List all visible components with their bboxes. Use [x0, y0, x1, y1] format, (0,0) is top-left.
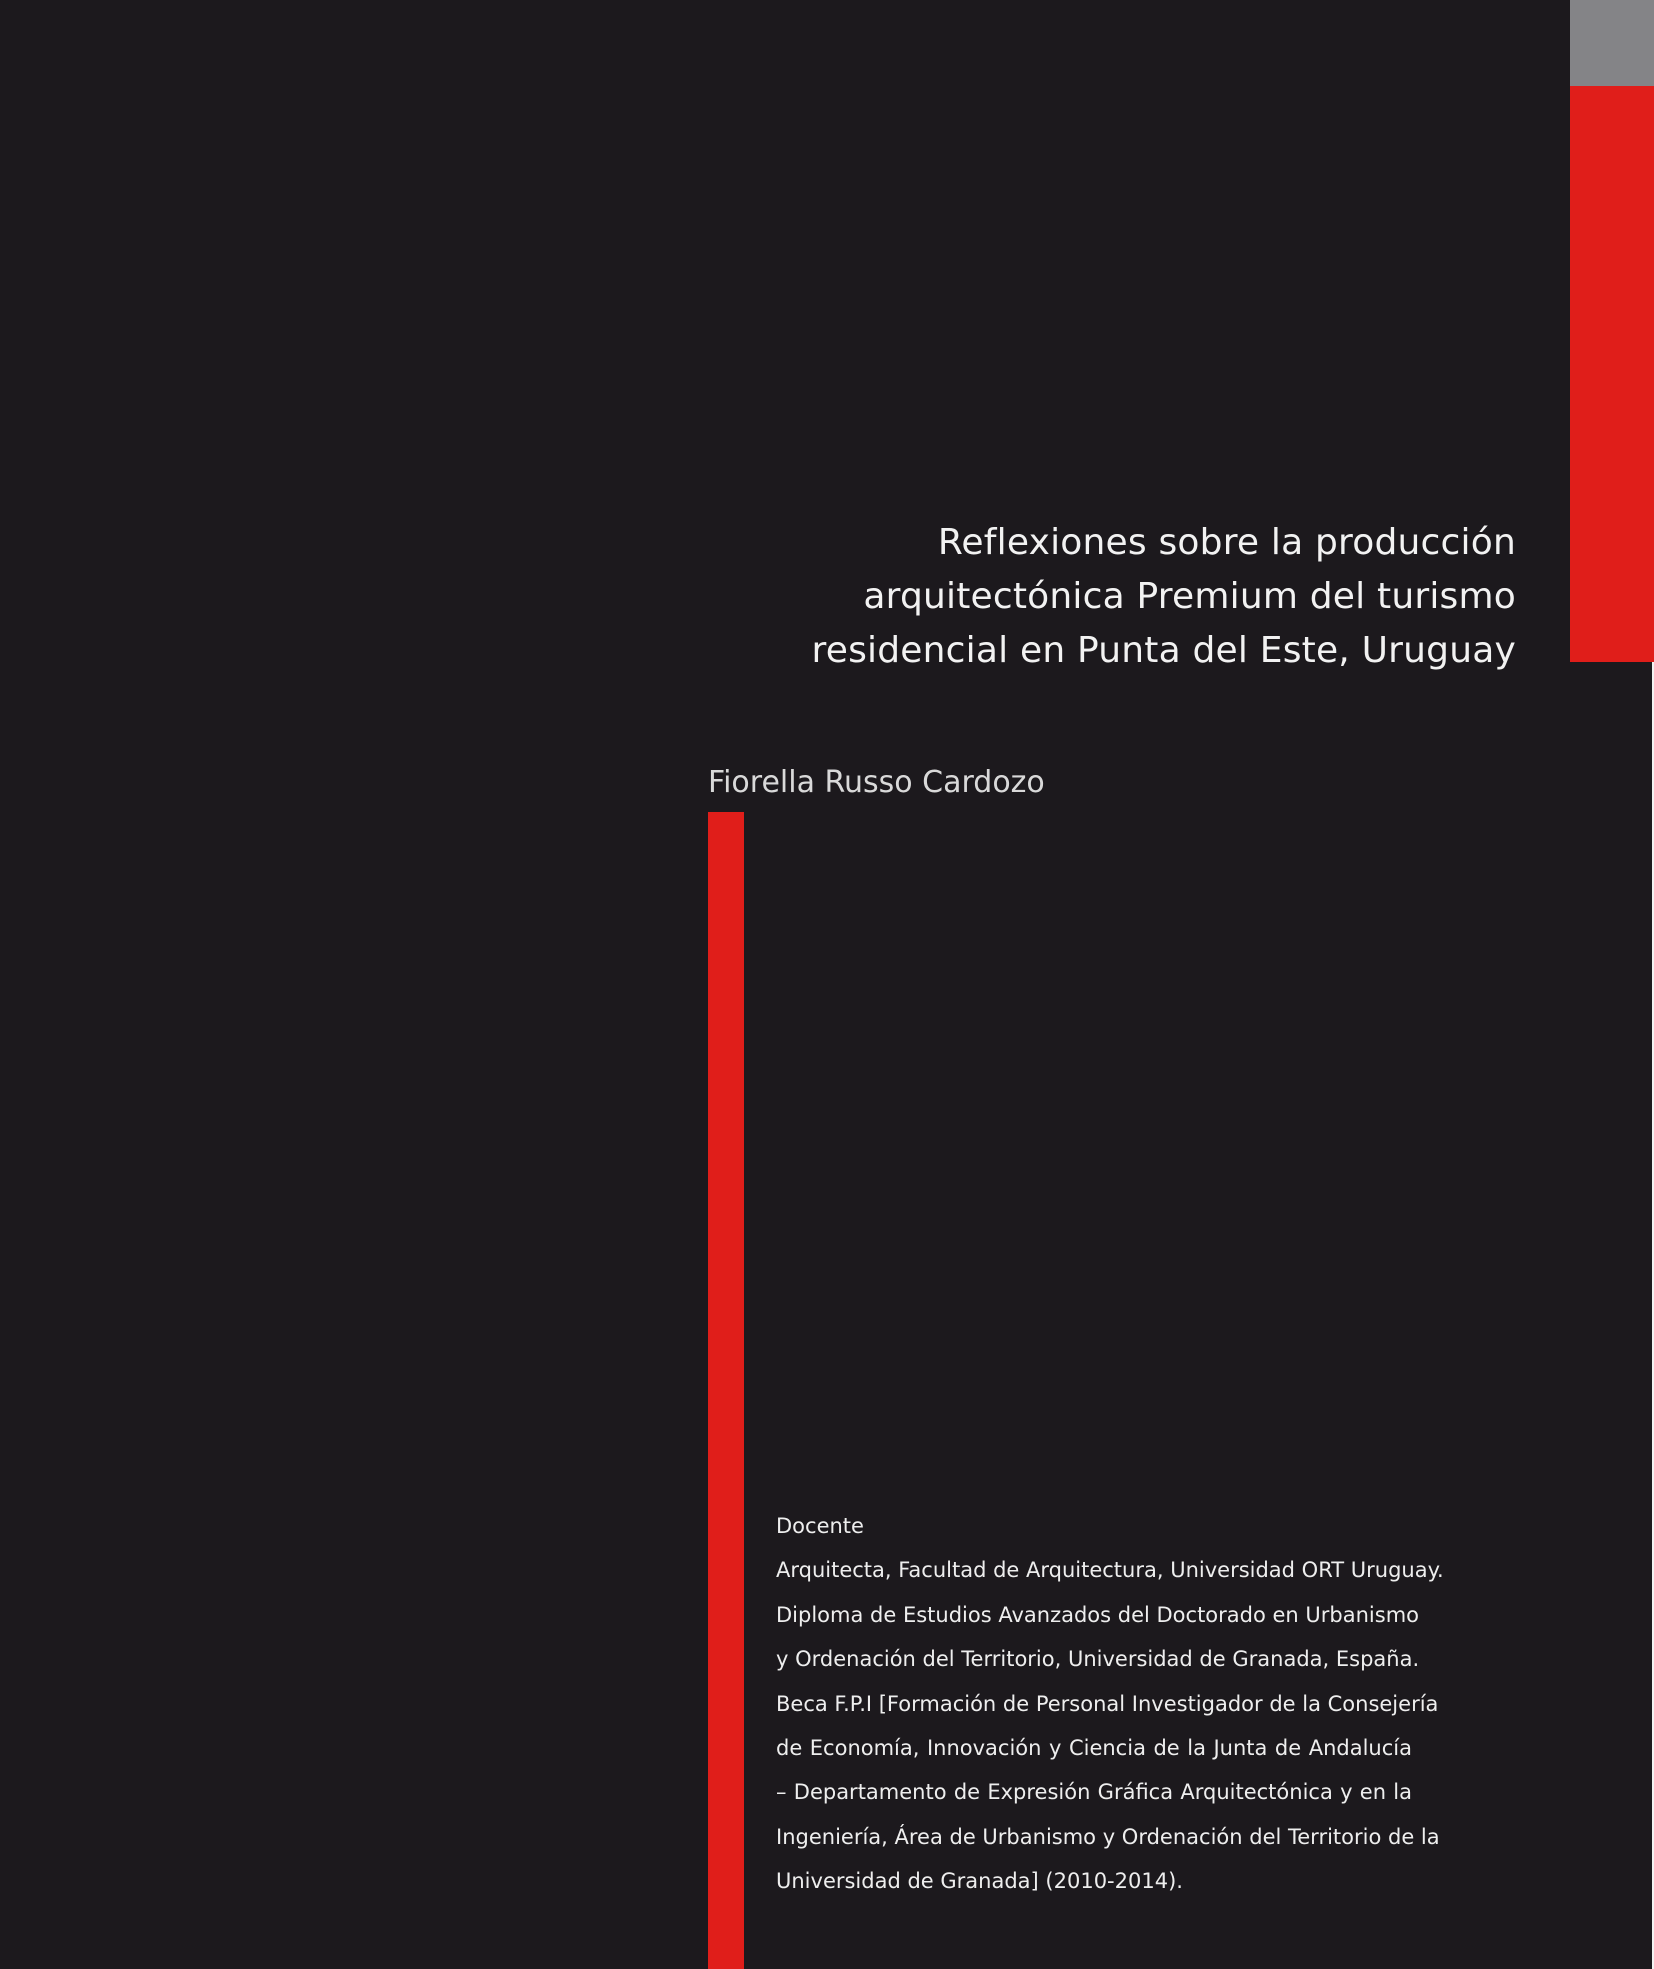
bio-line: – Departamento de Expresión Gráfica Arquitectónica y en la	[776, 1780, 1412, 1805]
bio-line: Arquitecta, Facultad de Arquitectura, Universidad ORT Uruguay.	[776, 1558, 1444, 1583]
bio-line: Beca F.P.I [Formación de Personal Investigador de la Consejería	[776, 1691, 1439, 1716]
red-tab-block	[1570, 86, 1654, 662]
bio-line: Universidad de Granada] (2010-2014).	[776, 1869, 1183, 1894]
bio-line: y Ordenación del Territorio, Universidad de Granada, España.	[776, 1647, 1420, 1672]
bio-line: Ingeniería, Área de Urbanismo y Ordenación del Territorio de la	[776, 1824, 1440, 1849]
author-bio	[776, 1504, 1444, 1904]
bio-heading: Docente	[776, 1514, 864, 1538]
title-line-1: Reflexiones sobre la producción	[937, 522, 1516, 563]
title-line-2: arquitectónica Premium del turismo	[863, 576, 1516, 617]
vertical-red-bar	[708, 812, 744, 1969]
document-title	[616, 516, 1516, 678]
title-line-3: residencial en Punta del Este, Uruguay	[811, 630, 1516, 671]
author-name: Fiorella Russo Cardozo	[708, 765, 1045, 800]
grey-tab-block	[1570, 0, 1654, 86]
bio-line: de Economía, Innovación y Ciencia de la Junta de Andalucía	[776, 1736, 1412, 1761]
bio-line: Diploma de Estudios Avanzados del Doctorado en Urbanismo	[776, 1602, 1420, 1627]
